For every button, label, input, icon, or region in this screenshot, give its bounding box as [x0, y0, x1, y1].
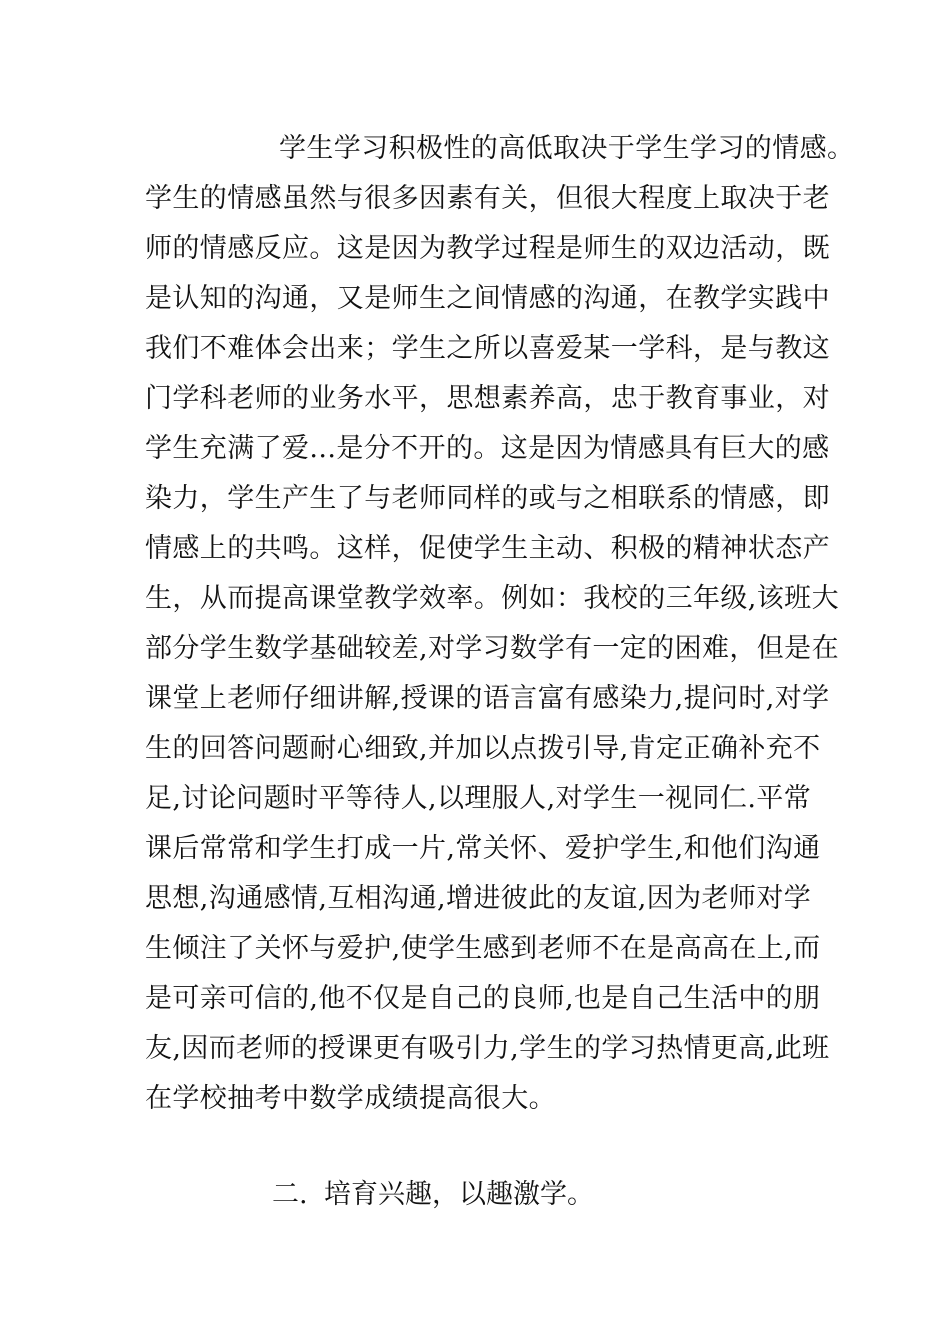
- paragraph-line: 情感上的共鸣。这样，促使学生主动、积极的精神状态产: [145, 533, 830, 564]
- paragraph-line: 染力，学生产生了与老师同样的或与之相联系的情感，即: [145, 483, 830, 514]
- paragraph-line: 足,讨论问题时平等待人,以理服人,对学生一视同仁.平常: [145, 783, 812, 814]
- section-number: 二.: [272, 1179, 308, 1210]
- paragraph-line: 在学校抽考中数学成绩提高很大。: [145, 1083, 556, 1114]
- paragraph-line: 友,因而老师的授课更有吸引力,学生的学习热情更高,此班: [145, 1033, 830, 1064]
- body-paragraph: [145, 124, 855, 1124]
- paragraph-line: 生倾注了关怀与爱护,使学生感到老师不在是高高在上,而: [145, 933, 821, 964]
- paragraph-line: 部分学生数学基础较差,对学习数学有一定的困难，但是在: [145, 633, 839, 664]
- section-title: 培育兴趣，以趣激学。: [324, 1179, 594, 1210]
- paragraph-line: 门学科老师的业务水平，思想素养高，忠于教育事业，对: [145, 383, 830, 414]
- paragraph-line: 我们不难体会出来；学生之所以喜爱某一学科，是与教这: [145, 333, 830, 364]
- paragraph-line: 课后常常和学生打成一片,常关怀、爱护学生,和他们沟通: [145, 833, 821, 864]
- paragraph-line: 课堂上老师仔细讲解,授课的语言富有感染力,提问时,对学: [145, 683, 830, 714]
- paragraph-line: 是可亲可信的,他不仅是自己的良师,也是自己生活中的朋: [145, 983, 821, 1014]
- paragraph-line: 思想,沟通感情,互相沟通,增进彼此的友谊,因为老师对学: [145, 883, 812, 914]
- paragraph-line: 是认知的沟通，又是师生之间情感的沟通，在教学实践中: [145, 283, 830, 314]
- paragraph-line: 学生学习积极性的高低取决于学生学习的情感。: [279, 133, 855, 164]
- paragraph-line: 学生的情感虽然与很多因素有关，但很大程度上取决于老: [145, 183, 830, 214]
- paragraph-line: 学生充满了爱...是分不开的。这是因为情感具有巨大的感: [145, 433, 830, 464]
- paragraph-line: 师的情感反应。这是因为教学过程是师生的双边活动，既: [145, 233, 830, 264]
- paragraph-line: 生，从而提高课堂教学效率。例如：我校的三年级,该班大: [145, 583, 839, 614]
- paragraph-line: 生的回答问题耐心细致,并加以点拨引导,肯定正确补充不: [145, 733, 821, 764]
- section-heading: [272, 1170, 594, 1220]
